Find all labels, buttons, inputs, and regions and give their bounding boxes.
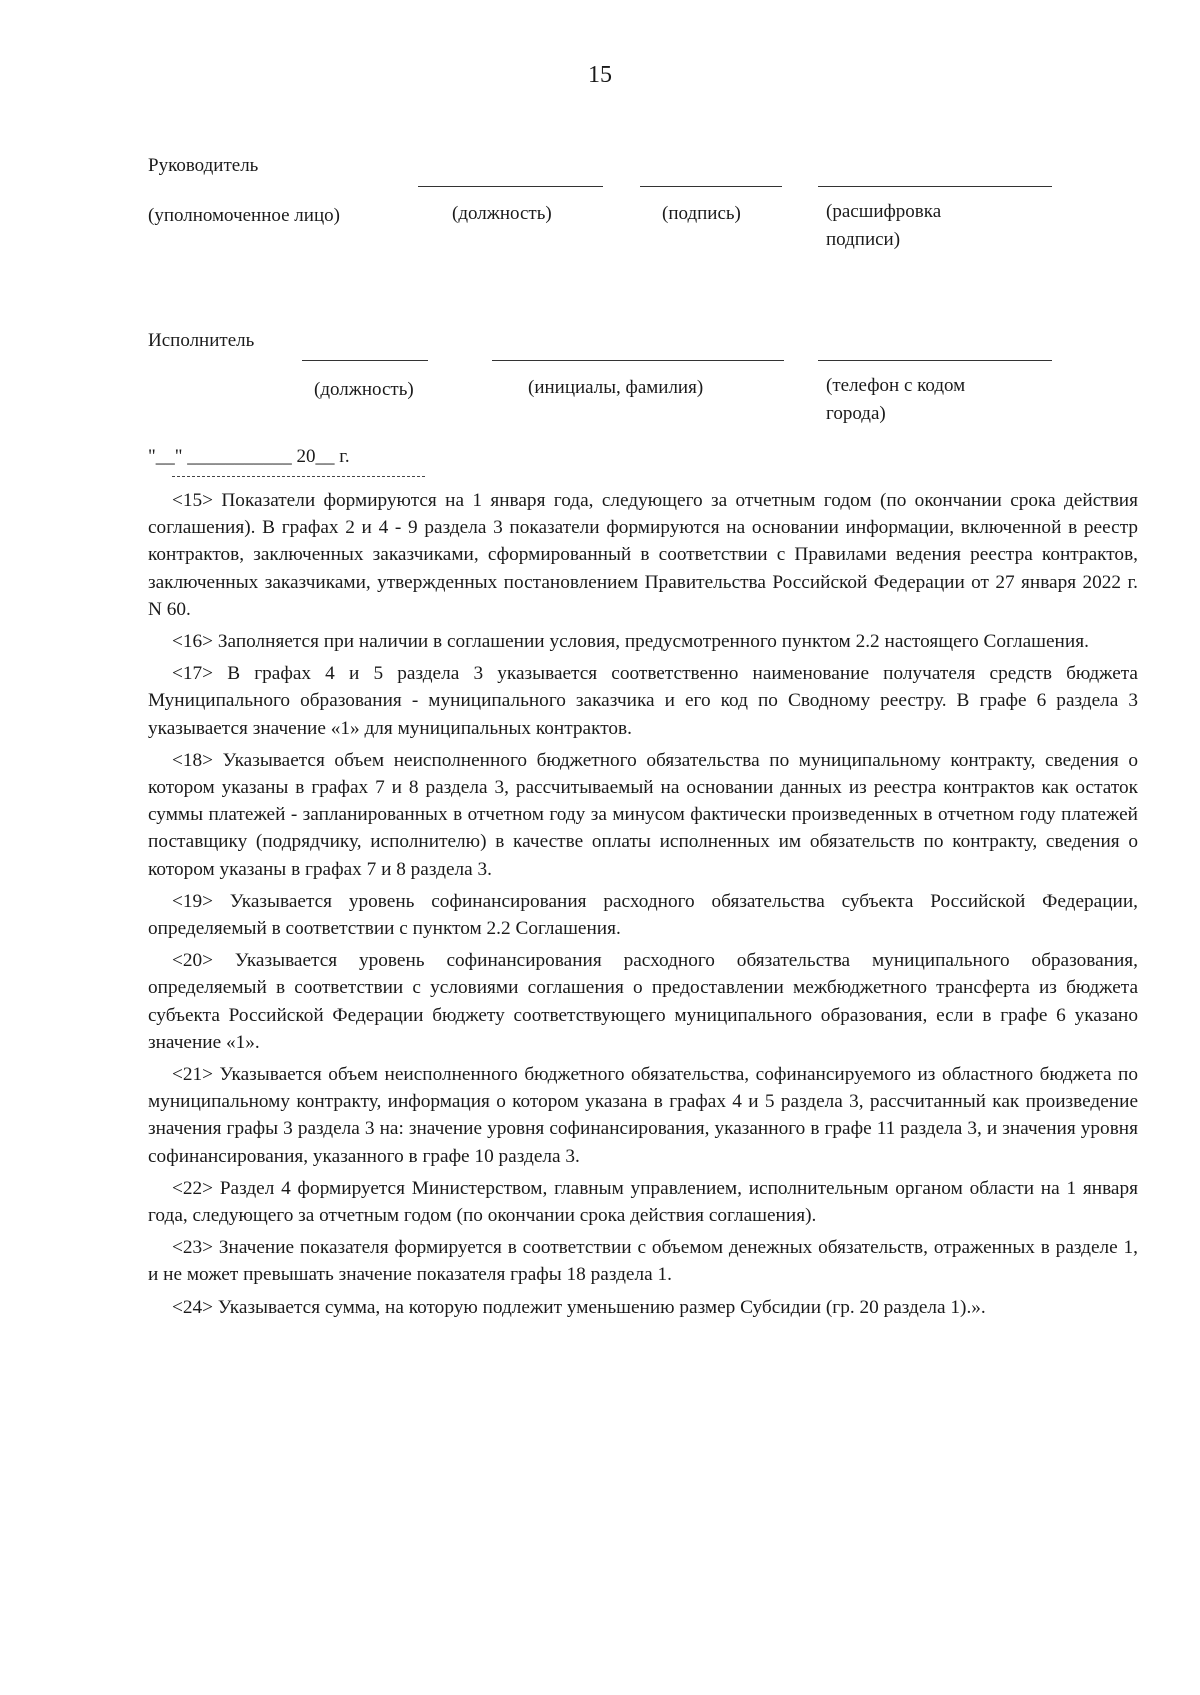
head-decoding-line <box>818 186 1052 187</box>
footnote-15: <15> Показатели формируются на 1 января года, следующего за отчетным годом (по окончании срока действия соглашения). В графах 2 и 4 - 9 раздела 3 показатели формируются на основании информации, включенной в реестр контрактов, заключенных заказчиками, сформированный в соответствии с Правилами ведения реестра контрактов, заключенных заказчиками, утвержденных постановлением Правительства Российской Федерации от 27 января 2022 г. N 60. <box>148 490 1138 620</box>
executor-phone-caption-line2: города) <box>826 403 886 424</box>
footnote-22: <22> Раздел 4 формируется Министерством, главным управлением, исполнительным органом области на 1 января года, следующего за отчетным годом (по окончании срока действия соглашения). <box>148 1177 1138 1227</box>
head-signature-line <box>640 186 782 187</box>
head-position-line <box>418 186 603 187</box>
head-signature-caption: (подпись) <box>662 203 741 224</box>
footnote-16: <16> Заполняется при наличии в соглашении условия, предусмотренного пунктом 2.2 настоящего Соглашения. <box>172 631 1089 653</box>
date-line: "__" ___________ 20__ г. <box>148 446 350 467</box>
page-number: 15 <box>588 62 612 88</box>
footnotes <box>148 487 1138 1321</box>
executor-phone-line <box>818 360 1052 361</box>
footnote-separator <box>172 476 425 477</box>
footnote-17: <17> В графах 4 и 5 раздела 3 указывается соответственно наименование получателя средств бюджета Муниципального образования - муниципального заказчика и его код по Сводному реестру. В графе 6 раздела 3 указывается значение «1» для муниципальных контрактов. <box>148 663 1138 739</box>
executor-position-caption: (должность) <box>314 379 414 400</box>
executor-title: Исполнитель <box>148 330 255 351</box>
head-decoding-caption-line1: (расшифровка <box>826 201 942 222</box>
executor-position-line <box>302 360 428 361</box>
executor-name-caption: (инициалы, фамилия) <box>528 377 704 398</box>
footnote-24: <24> Указывается сумма, на которую подлежит уменьшению размер Субсидии (гр. 20 раздела 1).». <box>172 1296 986 1318</box>
executor-name-line <box>492 360 784 361</box>
footnote-21: <21> Указывается объем неисполненного бюджетного обязательства, софинансируемого из областного бюджета по муниципальному контракту, информация о котором указана в графах 4 и 5 раздела 3, рассчитанный как произведение значения графы 3 раздела 3 на: значение уровня софинансирования, указанного в графе 11 раздела 3, и значения уровня софинансирования, указанного в графе 10 раздела 3. <box>148 1064 1138 1167</box>
head-title: Руководитель <box>148 155 259 176</box>
head-position-caption: (должность) <box>452 203 552 224</box>
head-decoding-caption-line2: подписи) <box>826 229 901 250</box>
footnote-20: <20> Указывается уровень софинансирования расходного обязательства муниципального образования, определяемый в соответствии с условиями соглашения о предоставлении межбюджетного трансферта из бюджета субъекта Российской Федерации бюджету соответствующего муниципального образования, если в графе 6 указано значение «1». <box>148 950 1138 1053</box>
footnote-23: <23> Значение показателя формируется в соответствии с объемом денежных обязательств, отраженных в разделе 1, и не может превышать значение показателя графы 18 раздела 1. <box>148 1237 1138 1286</box>
footnote-18: <18> Указывается объем неисполненного бюджетного обязательства по муниципальному контракту, сведения о котором указаны в графах 7 и 8 раздела 3, рассчитываемый на основании данных из реестра контрактов как остаток суммы платежей - запланированных в отчетном году за минусом фактически произведенных в отчетном году платежей поставщику (подрядчику, исполнителю) в качестве оплаты исполненных им обязательств по контракту, сведения о котором указаны в графах 7 и 8 раздела 3. <box>148 749 1138 880</box>
executor-phone-caption-line1: (телефон с кодом <box>826 375 966 396</box>
head-subtitle: (уполномоченное лицо) <box>148 205 340 226</box>
footnote-19: <19> Указывается уровень софинансирования расходного обязательства субъекта Российской Федерации, определяемый в соответствии с пунктом 2.2 Соглашения. <box>148 890 1138 940</box>
